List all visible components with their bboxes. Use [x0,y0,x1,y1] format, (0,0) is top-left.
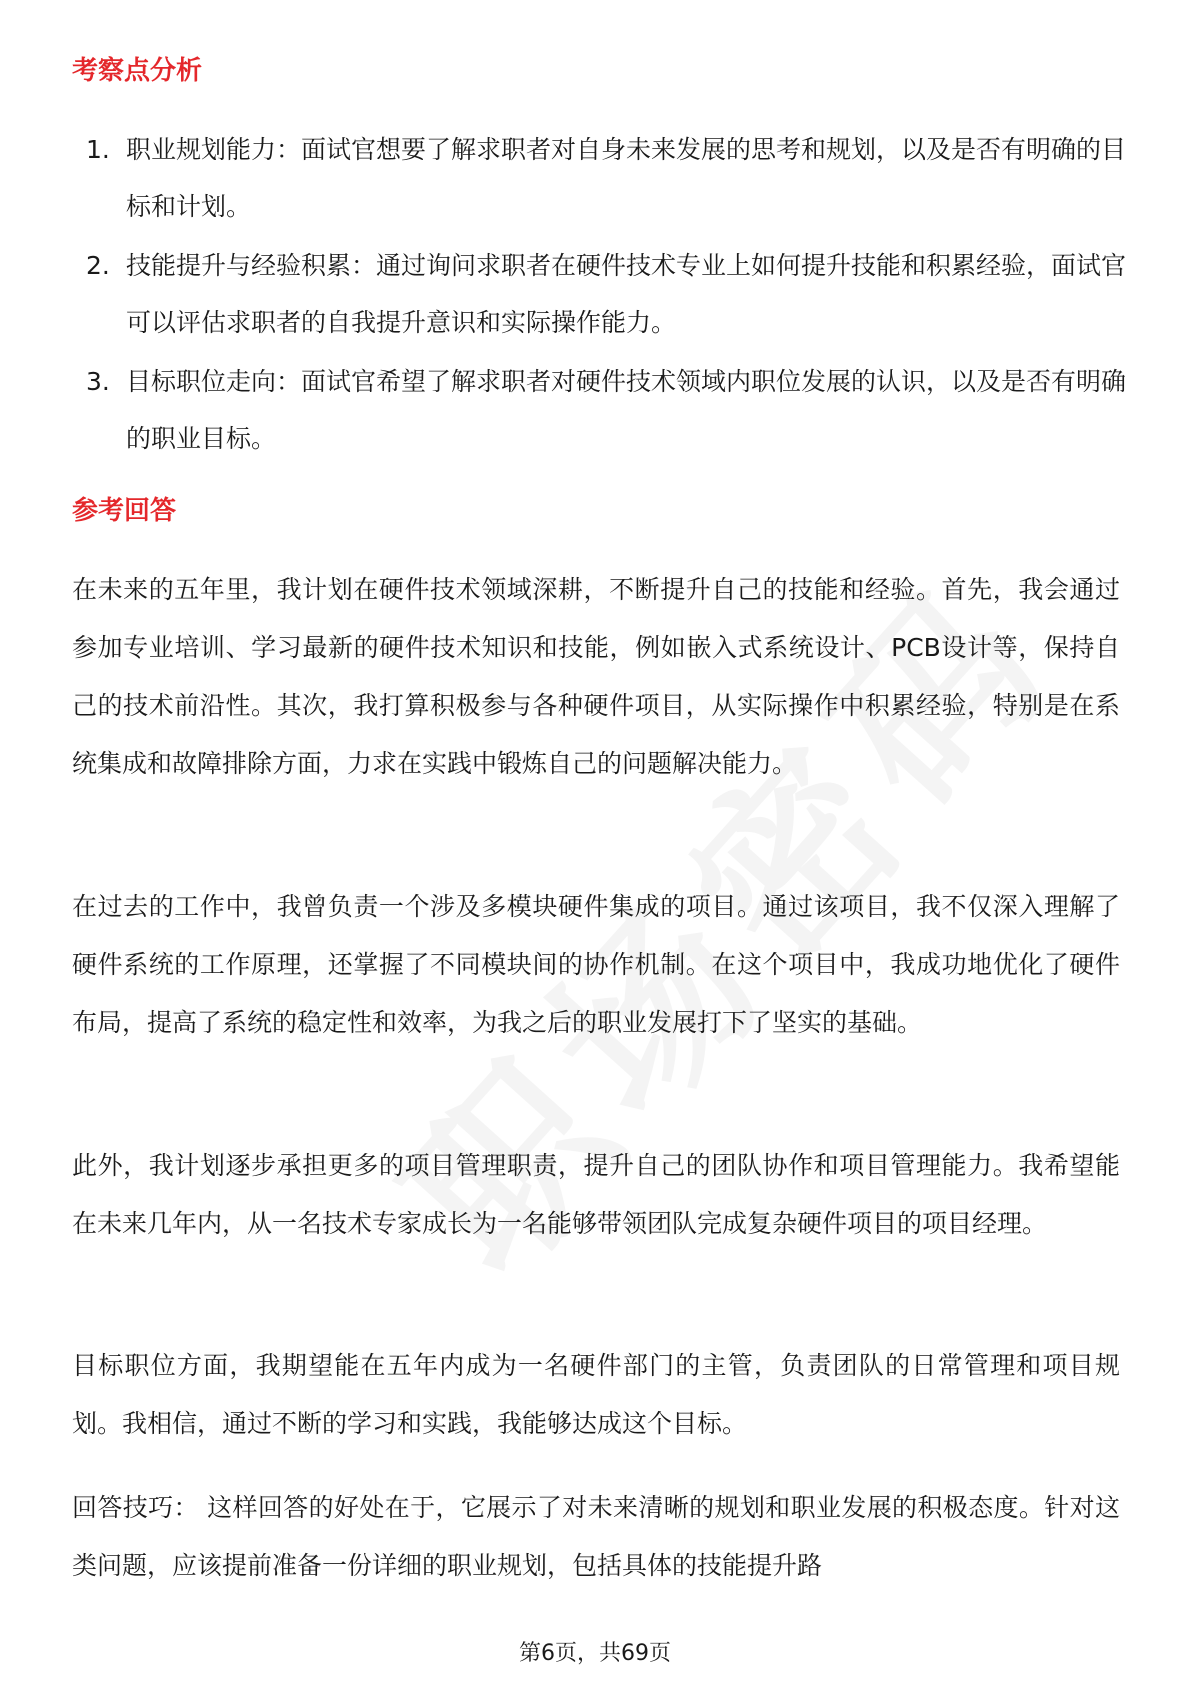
page-footer: 第6页，共69页 [519,1641,671,1666]
list-item [86,237,1126,351]
analysis-list [86,121,1126,469]
answer-paragraph: 在未来的五年里，我计划在硬件技术领域深耕，不断提升自己的技能和经验。首先，我会通过参加专业培训、学习最新的硬件技术知识和技能，例如嵌入式系统设计、PCB设计等，保持自己的技术前沿性。其次，我打算积极参与各种硬件项目，从实际操作中积累经验，特别是在系统集成和故障排除方面，力求在实践中锻炼自己的问题解决能力。 [72,575,1120,778]
list-item-number: 3. [86,367,110,396]
analysis-heading: 考察点分析 [72,56,203,86]
answer-paragraph: 在过去的工作中，我曾负责一个涉及多模块硬件集成的项目。通过该项目，我不仅深入理解了硬件系统的工作原理，还掌握了不同模块间的协作机制。在这个项目中，我成功地优化了硬件布局，提高了系统的稳定性和效率，为我之后的职业发展打下了坚实的基础。 [72,892,1120,1037]
answer-tips-paragraph: 回答技巧： 这样回答的好处在于，它展示了对未来清晰的规划和职业发展的积极态度。针对这类问题，应该提前准备一份详细的职业规划，包括具体的技能提升路 [72,1493,1120,1580]
answer-paragraph: 目标职位方面，我期望能在五年内成为一名硬件部门的主管，负责团队的日常管理和项目规划。我相信，通过不断的学习和实践，我能够达成这个目标。 [72,1351,1120,1438]
list-item [86,353,1126,467]
list-item-text: 技能提升与经验积累：通过询问求职者在硬件技术专业上如何提升技能和积累经验，面试官可以评估求职者的自我提升意识和实际操作能力。 [126,251,1127,337]
answer-paragraph: 此外，我计划逐步承担更多的项目管理职责，提升自己的团队协作和项目管理能力。我希望能在未来几年内，从一名技术专家成长为一名能够带领团队完成复杂硬件项目的项目经理。 [72,1151,1120,1238]
list-item-text: 职业规划能力：面试官想要了解求职者对自身未来发展的思考和规划，以及是否有明确的目标和计划。 [126,135,1127,221]
list-item [86,121,1126,235]
list-item-number: 1. [86,135,110,164]
list-item-number: 2. [86,251,110,280]
answer-heading: 参考回答 [72,496,177,526]
list-item-text: 目标职位走向：面试官希望了解求职者对硬件技术领域内职位发展的认识，以及是否有明确的职业目标。 [126,367,1127,453]
